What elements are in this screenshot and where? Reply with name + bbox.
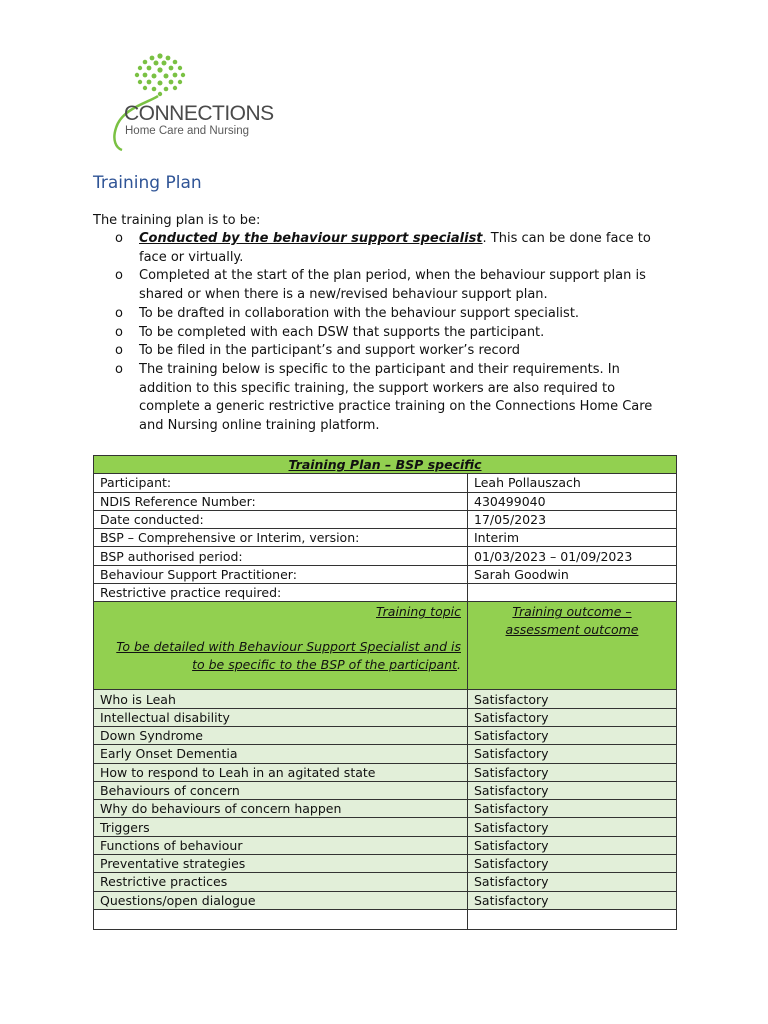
list-item-text: To be completed with each DSW that supports the participant. — [139, 324, 545, 340]
table-row — [94, 492, 677, 510]
topic-name: Intellectual disability — [94, 708, 468, 726]
topic-name: Down Syndrome — [94, 726, 468, 744]
topic-row — [94, 818, 677, 836]
topic-outcome: Satisfactory — [468, 891, 677, 909]
table-row — [94, 510, 677, 528]
topic-outcome: Satisfactory — [468, 836, 677, 854]
detail-value: Sarah Goodwin — [468, 565, 677, 583]
topic-name — [94, 909, 468, 929]
detail-label: Date conducted: — [94, 510, 468, 528]
detail-label: Behaviour Support Practitioner: — [94, 565, 468, 583]
list-item — [115, 305, 675, 324]
topic-row — [94, 836, 677, 854]
emphasis-text: Conducted by the behaviour support specialist — [139, 231, 483, 246]
detail-value: 01/03/2023 – 01/09/2023 — [468, 547, 677, 565]
table-row — [94, 529, 677, 547]
requirements-list — [115, 230, 675, 436]
detail-value: 17/05/2023 — [468, 510, 677, 528]
topic-name: Restrictive practices — [94, 873, 468, 891]
detail-value — [468, 584, 677, 602]
table-header-row — [94, 456, 677, 474]
topic-outcome: Satisfactory — [468, 855, 677, 873]
topic-name: Questions/open dialogue — [94, 891, 468, 909]
topic-row — [94, 800, 677, 818]
topic-heading-row — [94, 602, 677, 690]
list-item — [115, 267, 675, 304]
topic-name: Who is Leah — [94, 690, 468, 708]
bullet-marker: o — [115, 361, 123, 377]
detail-value: Leah Pollauszach — [468, 474, 677, 492]
training-plan-table — [93, 455, 677, 930]
topic-row — [94, 781, 677, 799]
topic-outcome: Satisfactory — [468, 781, 677, 799]
connections-logo — [106, 50, 286, 154]
topic-row — [94, 763, 677, 781]
topic-outcome: Satisfactory — [468, 818, 677, 836]
topic-outcome: Satisfactory — [468, 690, 677, 708]
bullet-marker: o — [115, 324, 123, 340]
topic-outcome: Satisfactory — [468, 763, 677, 781]
topic-row — [94, 708, 677, 726]
detail-value: 430499040 — [468, 492, 677, 510]
topic-outcome: Satisfactory — [468, 745, 677, 763]
list-item-text: . This can be done face to face or virtually. — [139, 231, 651, 265]
detail-value: Interim — [468, 529, 677, 547]
bullet-marker: o — [115, 268, 123, 284]
list-item — [115, 342, 675, 361]
bullet-marker: o — [115, 343, 123, 359]
list-item-text: To be filed in the participant’s and support worker’s record — [139, 343, 520, 359]
topic-heading-text: Training topic — [376, 604, 461, 620]
list-item — [115, 324, 675, 343]
list-item-text: Completed at the start of the plan period, when the behaviour support plan is shared or when there is a new/revised behaviour support plan. — [139, 268, 646, 303]
detail-label: Restrictive practice required: — [94, 584, 468, 602]
topic-name: Triggers — [94, 818, 468, 836]
topic-outcome: Satisfactory — [468, 800, 677, 818]
logo-tagline: Home Care and Nursing — [125, 125, 250, 137]
topic-name: How to respond to Leah in an agitated state — [94, 763, 468, 781]
detail-label: NDIS Reference Number: — [94, 492, 468, 510]
training-outcome-heading: Training outcome – assessment outcome — [468, 602, 677, 690]
topic-name: Preventative strategies — [94, 855, 468, 873]
list-item — [115, 230, 675, 267]
topic-row — [94, 726, 677, 744]
topic-name: Early Onset Dementia — [94, 745, 468, 763]
topic-name: Why do behaviours of concern happen — [94, 800, 468, 818]
topic-row — [94, 690, 677, 708]
topic-row — [94, 855, 677, 873]
intro-text: The training plan is to be: — [93, 213, 261, 228]
page-title: Training Plan — [93, 173, 202, 193]
detail-label: Participant: — [94, 474, 468, 492]
topic-row — [94, 909, 677, 929]
table-row — [94, 584, 677, 602]
list-item-text: To be drafted in collaboration with the behaviour support specialist. — [139, 305, 580, 321]
topic-outcome: Satisfactory — [468, 726, 677, 744]
table-header: Training Plan – BSP specific — [94, 456, 677, 474]
topic-row — [94, 745, 677, 763]
bullet-marker: o — [115, 231, 123, 246]
topic-row — [94, 873, 677, 891]
list-item-text: The training below is specific to the participant and their requirements. In addition to this specific training, the support workers are also required to complete a generic restrictive practice training on the Connections Home Care and Nursing online training platform. — [139, 361, 653, 434]
table-row — [94, 547, 677, 565]
logo-wordmark: CONNECTIONS — [124, 102, 274, 125]
training-topic-heading — [94, 602, 468, 690]
topic-note-text: To be detailed with Behaviour Support Specialist and is to be specific to the BSP of the participant. — [116, 639, 461, 673]
detail-label: BSP authorised period: — [94, 547, 468, 565]
table-row — [94, 565, 677, 583]
topic-row — [94, 891, 677, 909]
topic-name: Behaviours of concern — [94, 781, 468, 799]
detail-label: BSP – Comprehensive or Interim, version: — [94, 529, 468, 547]
list-item — [115, 361, 675, 436]
topic-outcome — [468, 909, 677, 929]
topic-name: Functions of behaviour — [94, 836, 468, 854]
topic-outcome: Satisfactory — [468, 708, 677, 726]
table-row — [94, 474, 677, 492]
topic-outcome: Satisfactory — [468, 873, 677, 891]
bullet-marker: o — [115, 305, 123, 321]
